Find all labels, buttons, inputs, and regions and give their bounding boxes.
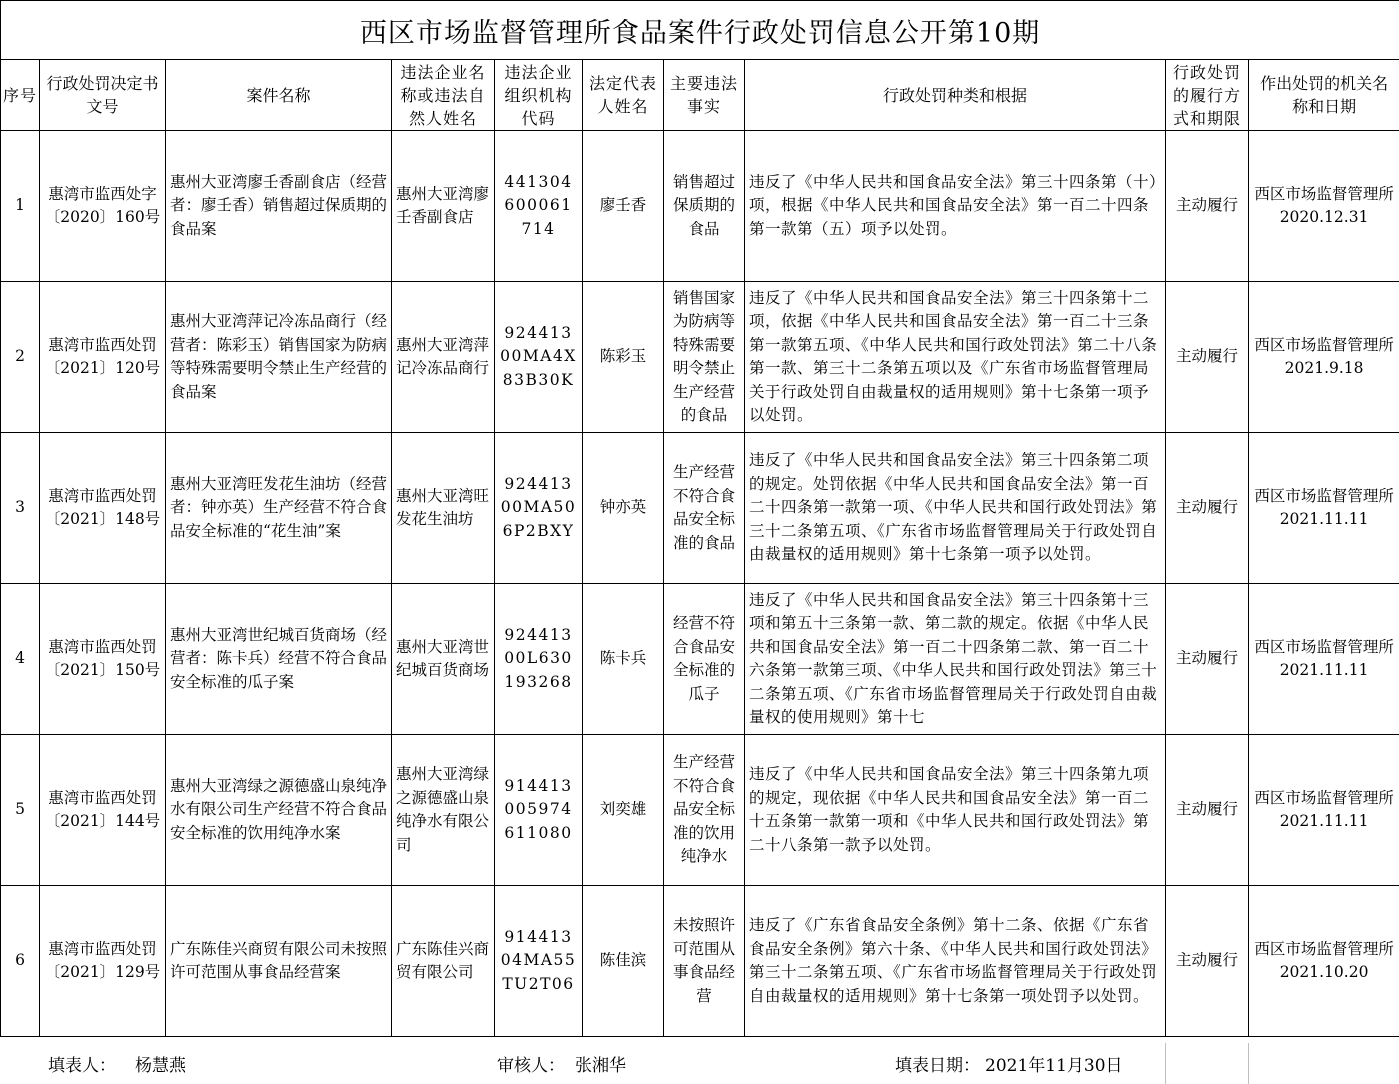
cell-party: 惠州大亚湾绿之源德盛山泉纯净水有限公司 — [392, 735, 495, 886]
table-row — [1, 433, 1399, 584]
cell-org-code: 91441304MA55TU2T06 — [495, 886, 583, 1037]
date-value: 2021年11月30日 — [985, 1056, 1123, 1076]
header-performance: 行政处罚的履行方式和期限 — [1166, 60, 1249, 131]
cell-legal-rep: 陈佳滨 — [583, 886, 664, 1037]
cell-authority: 西区市场监督管理所2021.11.11 — [1249, 735, 1399, 886]
table-row — [1, 282, 1399, 433]
penalty-text: 违反了《广东省食品安全条例》第十二条、依据《广东省食品安全条例》第六十条、《中华人民共和国行政处罚法》第三十二条第五项、《广东省市场监督管理局关于行政处罚自由裁量权的适用规则》第十七条第一项处罚予以处罚。 — [749, 916, 1158, 1005]
cell-authority: 西区市场监督管理所2021.11.11 — [1249, 584, 1399, 735]
cell-seq: 2 — [1, 282, 40, 433]
cell-org-code: 92441300L630193268 — [495, 584, 583, 735]
cell-legal-rep: 陈彩玉 — [583, 282, 664, 433]
cell-seq: 6 — [1, 886, 40, 1037]
cell-party: 惠州大亚湾萍记冷冻品商行 — [392, 282, 495, 433]
cell-case-name: 广东陈佳兴商贸有限公司未按照许可范围从事食品经营案 — [166, 886, 392, 1037]
cell-doc-no: 惠湾市监西处字〔2020〕160号 — [40, 131, 166, 282]
penalty-text: 违反了《中华人民共和国食品安全法》第三十四条第九项的规定，现依据《中华人民共和国食品安全法》第一百二十五条第一款第一项和《中华人民共和国行政处罚法》第二十八条第一款予以处罚。 — [749, 765, 1150, 854]
cell-performance: 主动履行 — [1166, 886, 1249, 1037]
cell-doc-no: 惠湾市监西处罚〔2021〕148号 — [40, 433, 166, 584]
reviewer-name: 张湘华 — [575, 1056, 626, 1076]
cell-penalty — [745, 886, 1166, 1037]
header-row — [1, 60, 1399, 131]
cell-case-name: 惠州大亚湾萍记冷冻品商行（经营者：陈彩玉）销售国家为防病等特殊需要明令禁止生产经营的食品案 — [166, 282, 392, 433]
cell-seq: 3 — [1, 433, 40, 584]
cell-case-name: 惠州大亚湾世纪城百货商场（经营者：陈卡兵）经营不符合食品安全标准的瓜子案 — [166, 584, 392, 735]
cell-case-name: 惠州大亚湾旺发花生油坊（经营者：钟亦英）生产经营不符合食品安全标准的“花生油”案 — [166, 433, 392, 584]
header-party: 违法企业名称或违法自然人姓名 — [392, 60, 495, 131]
cell-authority: 西区市场监督管理所2021.11.11 — [1249, 433, 1399, 584]
header-seq: 序号 — [1, 60, 40, 131]
header-doc-no: 行政处罚决定书文号 — [40, 60, 166, 131]
header-org-code: 违法企业组织机构代码 — [495, 60, 583, 131]
cell-party: 惠州大亚湾世纪城百货商场 — [392, 584, 495, 735]
cell-legal-rep: 廖壬香 — [583, 131, 664, 282]
cell-seq: 5 — [1, 735, 40, 886]
header-case-name: 案件名称 — [166, 60, 392, 131]
cell-authority: 西区市场监督管理所2021.10.20 — [1249, 886, 1399, 1037]
cell-performance: 主动履行 — [1166, 433, 1249, 584]
cell-authority: 西区市场监督管理所2021.9.18 — [1249, 282, 1399, 433]
cell-performance: 主动履行 — [1166, 735, 1249, 886]
cell-party: 广东陈佳兴商贸有限公司 — [392, 886, 495, 1037]
cell-performance: 主动履行 — [1166, 282, 1249, 433]
cell-seq: 4 — [1, 584, 40, 735]
header-legal-rep: 法定代表人姓名 — [583, 60, 664, 131]
cell-penalty — [745, 131, 1166, 282]
penalty-text: 违反了《中华人民共和国食品安全法》第三十四条第二项的规定。处罚依据《中华人民共和国食品安全法》第一百二十四条第一款第一项、《中华人民共和国行政处罚法》第三十二条第五项、《广东省市场监督管理局关于行政处罚自由裁量权的适用规则》第十七条第一项予以处罚。 — [749, 451, 1158, 564]
cell-facts: 生产经营不符合食品安全标准的食品 — [664, 433, 745, 584]
cell-doc-no: 惠湾市监西处罚〔2021〕144号 — [40, 735, 166, 886]
penalty-text: 违反了《中华人民共和国食品安全法》第三十四条第（十）项，根据《中华人民共和国食品安全法》第一百二十四条第一款第（五）项予以处罚。 — [749, 172, 1158, 238]
cell-org-code: 92441300MA4X83B30K — [495, 282, 583, 433]
header-facts: 主要违法事实 — [664, 60, 745, 131]
cell-penalty — [745, 735, 1166, 886]
cell-performance: 主动履行 — [1166, 131, 1249, 282]
cell-seq: 1 — [1, 131, 40, 282]
cell-penalty — [745, 433, 1166, 584]
cell-authority: 西区市场监督管理所2020.12.31 — [1249, 131, 1399, 282]
cell-org-code: 92441300MA506P2BXY — [495, 433, 583, 584]
table-row — [1, 131, 1399, 282]
cell-facts: 生产经营不符合食品安全标准的饮用纯净水 — [664, 735, 745, 886]
cell-facts: 经营不符合食品安全标准的瓜子 — [664, 584, 745, 735]
cell-party: 惠州大亚湾旺发花生油坊 — [392, 433, 495, 584]
penalty-text: 违反了《中华人民共和国食品安全法》第三十四条第十三项和第五十三条第一款、第二款的规定。依据《中华人民共和国食品安全法》第一百二十四条第二款、第一百二十六条第一款第三项、《中华人民共和国行政处罚法》第三十二条第五项、《广东省市场监督管理局关于行政处罚自由裁量权的使用规则》第十七 — [749, 590, 1158, 726]
table-row — [1, 735, 1399, 886]
table-row — [1, 886, 1399, 1037]
cell-performance: 主动履行 — [1166, 584, 1249, 735]
cell-legal-rep: 陈卡兵 — [583, 584, 664, 735]
cell-doc-no: 惠湾市监西处罚〔2021〕120号 — [40, 282, 166, 433]
cell-facts: 销售国家为防病等特殊需要明令禁止生产经营的食品 — [664, 282, 745, 433]
cell-legal-rep: 钟亦英 — [583, 433, 664, 584]
header-penalty: 行政处罚种类和根据 — [745, 60, 1166, 131]
filler-name: 杨慧燕 — [135, 1056, 186, 1076]
cell-org-code: 441304600061714 — [495, 131, 583, 282]
cell-penalty — [745, 584, 1166, 735]
table-row — [1, 584, 1399, 735]
filler-label: 填表人： — [48, 1056, 116, 1076]
cell-doc-no: 惠湾市监西处罚〔2021〕129号 — [40, 886, 166, 1037]
cell-org-code: 914413005974611080 — [495, 735, 583, 886]
footer — [0, 1043, 1399, 1084]
date-label: 填表日期： — [895, 1056, 980, 1076]
penalty-text: 违反了《中华人民共和国食品安全法》第三十四条第十二项，依据《中华人民共和国食品安全法》第一百二十三条第一款第五项、《中华人民共和国行政处罚法》第二十八条第一款、第三十二条第五项以及《广东省市场监督管理局关于行政处罚自由裁量权的适用规则》第十七条第一项予以处罚。 — [749, 288, 1158, 424]
cell-doc-no: 惠湾市监西处罚〔2021〕150号 — [40, 584, 166, 735]
cell-penalty — [745, 282, 1166, 433]
cell-facts: 未按照许可范围从事食品经营 — [664, 886, 745, 1037]
cell-case-name: 惠州大亚湾廖壬香副食店（经营者：廖壬香）销售超过保质期的食品案 — [166, 131, 392, 282]
cell-case-name: 惠州大亚湾绿之源德盛山泉纯净水有限公司生产经营不符合食品安全标准的饮用纯净水案 — [166, 735, 392, 886]
cell-party: 惠州大亚湾廖壬香副食店 — [392, 131, 495, 282]
cell-facts: 销售超过保质期的食品 — [664, 131, 745, 282]
cell-legal-rep: 刘奕雄 — [583, 735, 664, 886]
header-authority: 作出处罚的机关名称和日期 — [1249, 60, 1399, 131]
reviewer-label: 审核人： — [497, 1056, 565, 1076]
page-title: 西区市场监督管理所食品案件行政处罚信息公开第10期 — [1, 1, 1399, 60]
